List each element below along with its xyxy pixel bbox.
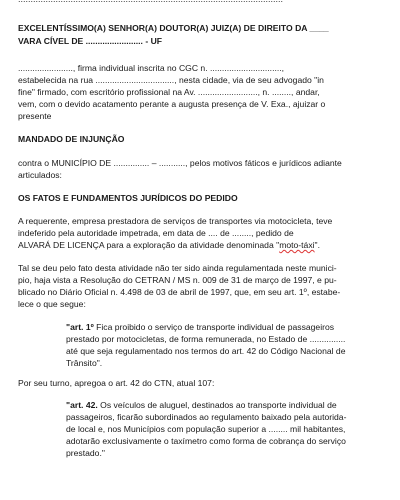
intro-line-2: estabelecida na rua ................................., nesta cidade, via de seu advogado "in [18,75,324,85]
intro-line-5: presente [18,111,52,121]
against-line-1: contra o MUNICÍPIO DE ............... – ..........., pelos motivos fáticos e jurídicos adiante [18,158,342,168]
facts2-line-1: Tal se deu pelo fato desta atividade não ter sido ainda regulamentada neste munici- [18,263,337,273]
quote1-line-2: prestado por motocicletas, de forma remunerada, no Estado de ............... [66,334,346,344]
action-title: MANDADO DE INJUNÇÃO [18,134,125,144]
intro-line-1: ......................., firma individual inscrita no CGC n. .............................., [18,63,285,73]
quote2-label: "art. 42. [66,400,98,410]
facts2-line-4: lece o que segue: [18,299,86,309]
facts1-line-1: A requerente, empresa prestadora de serviços de transportes via motocicleta, teve [18,216,333,226]
document-page [18,0,384,500]
header-line-1: EXCELENTÍSSIMO(A) SENHOR(A) DOUTOR(A) JUIZ(A) DE DIREITO DA ____ [18,23,329,33]
intro-line-3: fine" firmado, com escritório profissional na Av. ........................., n. ........, andar, [18,87,320,97]
quote1-line-4: Trânsito". [66,358,103,368]
header-line-2: VARA CÍVEL DE ........................ - UF [18,36,163,46]
quote2-line-2: passageiros, ficarão subordinados ao regulamento baixado pela autorida- [66,412,347,422]
quote2-line-1 [66,399,384,412]
quote1-line-1 [66,321,384,334]
section-title: OS FATOS E FUNDAMENTOS JURÍDICOS DO PEDIDO [18,193,238,203]
facts1-line-3-a: ALVARÁ DE LICENÇA para a exploração da atividade denominada " [18,240,280,250]
quote2-line-1-text: Os veículos de aluguel, destinados ao transporte individual de [97,400,337,410]
facts1-line-3-c: ". [314,240,320,250]
facts1-line-3 [18,239,384,252]
against-line-2: articulados: [18,170,62,180]
intro-line-4: vem, com o devido acatamento perante a augusta presença de V. Exa., ajuizar o [18,99,326,109]
quote2-line-5: prestado." [66,448,105,458]
quote2-line-3: de local e, nos Municípios com população superior a ........ mil habitantes, [66,424,346,434]
quote1-line-3: até que seja regulamentado nos termos do art. 42 do Código Nacional de [66,346,346,356]
quote1-line-1-text: Fica proibido o serviço de transporte individual de passageiros [93,322,335,332]
facts2-line-3: blicado no Diário Oficial n. 4.498 de 03 de abril de 1997, que, em seu art. 1º, estabe- [18,287,341,297]
quote1-label: "art. 1º [66,322,94,332]
facts1-line-2: indeferido pela autoridade impetrada, em data de .... de ........, pedido de [18,228,294,238]
top-cut-line [18,0,384,3]
moto-taxi-term: moto-táxi [279,240,315,250]
facts2-line-2: pio, haja vista a Resolução do CETRAN / MS n. 009 de 31 de março de 1997, e pu- [18,275,337,285]
quote2-line-4: adotarão exclusivamente o taxímetro como forma de cobrança do serviço [66,436,346,446]
mid-paragraph: Por seu turno, apregoa o art. 42 do CTN, atual 107: [18,378,215,388]
